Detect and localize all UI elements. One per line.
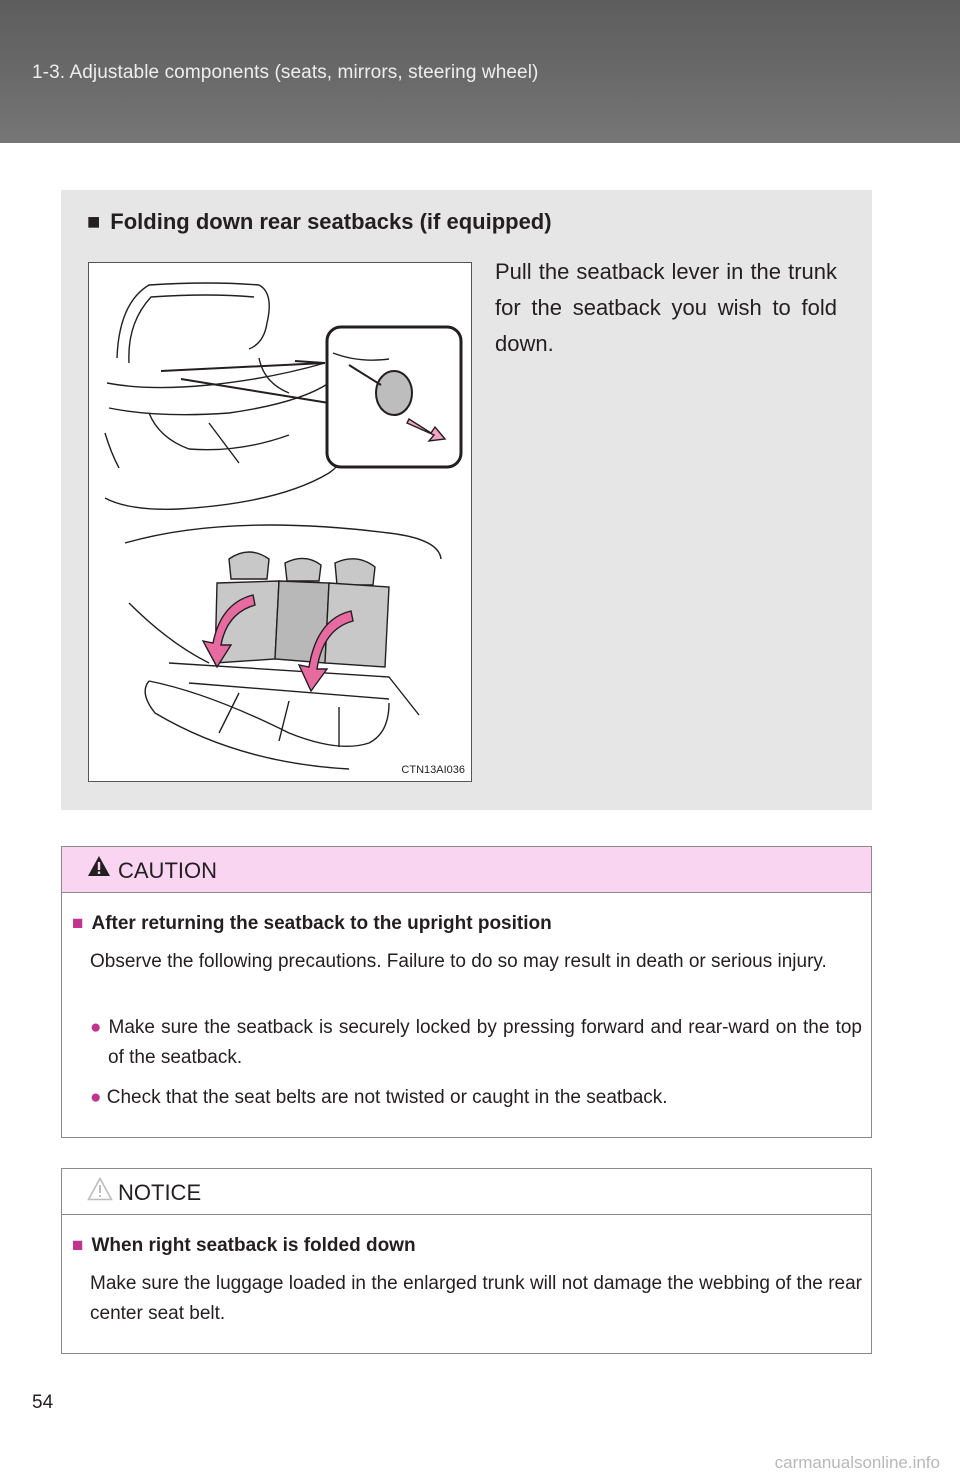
seatback-drawing xyxy=(89,263,473,783)
notice-subtitle-text: When right seatback is folded down xyxy=(91,1235,416,1256)
center-headrest xyxy=(285,558,321,581)
round-bullet-icon: ● xyxy=(90,1087,102,1108)
caution-bullet xyxy=(90,1013,862,1073)
warning-triangle-icon xyxy=(87,855,111,877)
page-number: 54 xyxy=(32,1392,54,1413)
left-headrest xyxy=(229,552,269,579)
seatback-illustration xyxy=(88,262,472,782)
right-headrest xyxy=(335,559,375,585)
page-header xyxy=(0,0,960,143)
caution-bullet xyxy=(90,1083,862,1113)
instruction-text: Pull the seatback lever in the trunk for the seatback you wish to fold down. xyxy=(495,259,837,356)
caution-bullet-text: Check that the seat belts are not twisted or caught in the seatback. xyxy=(106,1087,668,1108)
chapter-title: 1-3. Adjustable components (seats, mirrors, steering wheel) xyxy=(32,62,539,83)
caution-header xyxy=(62,847,871,893)
seatback-lever xyxy=(376,371,412,415)
square-bullet-icon: ■ xyxy=(87,209,101,234)
car-body-outline xyxy=(105,433,351,509)
notice-triangle-icon xyxy=(87,1177,113,1201)
caution-subtitle-text: After returning the seatback to the upright position xyxy=(91,913,552,934)
watermark: carmanualsonline.info xyxy=(774,1453,940,1472)
caution-box xyxy=(61,846,872,1138)
notice-box xyxy=(61,1168,872,1354)
square-bullet-icon: ■ xyxy=(72,1235,84,1256)
notice-header xyxy=(62,1169,871,1215)
zoom-pointer-lower xyxy=(181,379,329,403)
section-title xyxy=(87,209,552,235)
caution-label: CAUTION xyxy=(118,858,217,883)
caution-paragraph: Observe the following precautions. Failure to do so may result in death or serious injury. xyxy=(90,951,827,972)
notice-subtitle xyxy=(72,1235,416,1257)
rear-seat-outline xyxy=(125,525,441,559)
round-bullet-icon: ● xyxy=(90,1017,103,1038)
caution-subtitle xyxy=(72,913,552,935)
caution-bullet-text: Make sure the seatback is securely locked by pressing forward and rear-ward on the top of the seatback. xyxy=(108,1017,862,1068)
folding-seatbacks-section xyxy=(61,190,872,810)
section-title-text: Folding down rear seatbacks (if equipped) xyxy=(110,209,552,234)
square-bullet-icon: ■ xyxy=(72,913,84,934)
figure-code: CTN13AI036 xyxy=(401,764,465,776)
notice-label: NOTICE xyxy=(118,1180,202,1205)
trunk-lid xyxy=(117,283,269,358)
notice-paragraph: Make sure the luggage loaded in the enlarged trunk will not damage the webbing of the rear center seat belt. xyxy=(90,1273,862,1324)
